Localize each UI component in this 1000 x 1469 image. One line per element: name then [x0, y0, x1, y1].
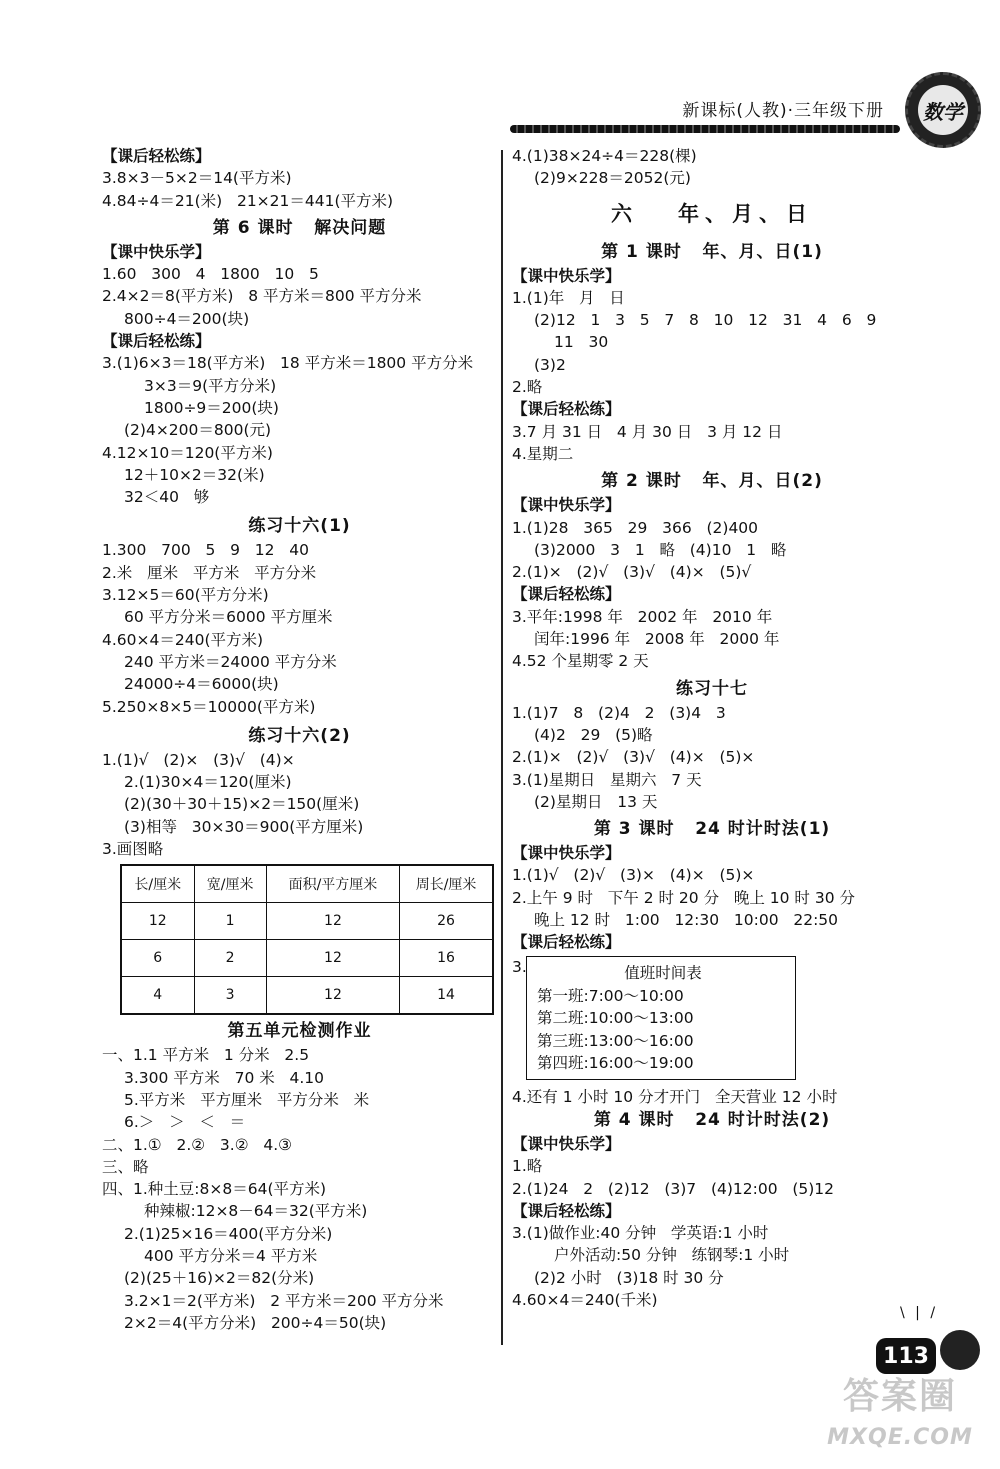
lesson-heading: 练习十六(1) [248, 516, 351, 537]
section-tag: 【课中快乐学】 [512, 1134, 621, 1153]
answer-line: 5.250×8×5＝10000(平方米) [102, 697, 316, 716]
answer-line: 3.12×5＝60(平方分米) [102, 586, 269, 605]
table-cell: 1 [194, 903, 266, 940]
header-decorative-bar [510, 125, 900, 133]
lesson-heading: 第 4 课时 24 时计时法(2) [593, 1109, 831, 1130]
table-row [121, 940, 493, 977]
answer-line: 3.平年:1998 年 2002 年 2010 年 [512, 607, 773, 626]
lesson-heading: 第 1 课时 年、月、日(1) [601, 241, 823, 262]
section-tag: 【课中快乐学】 [512, 844, 621, 863]
section-tag: 【课中快乐学】 [512, 496, 621, 515]
right-column [512, 145, 912, 1311]
answer-line: 户外活动:50 分钟 练钢琴:1 小时 [554, 1246, 790, 1265]
section-tag: 【课后轻松练】 [512, 933, 621, 952]
subject-badge-label: 数学 [918, 85, 968, 135]
answer-line: 晚上 12 时 1:00 12:30 10:00 22:50 [534, 911, 839, 930]
table-header-cell: 周长/厘米 [400, 865, 493, 903]
unit-heading: 六 年、月、日 [611, 201, 813, 226]
answer-line: 4.还有 1 小时 10 分才开门 全天营业 12 小时 [512, 1087, 838, 1106]
table-header-row [121, 865, 493, 903]
table-header-cell: 宽/厘米 [194, 865, 266, 903]
answer-line: 1.(1)7 8 (2)4 2 (3)4 3 [512, 703, 726, 722]
answer-line: 4.52 个星期零 2 天 [512, 652, 649, 671]
schedule-row: 第四班:16:00～19:00 [537, 1054, 694, 1073]
answer-line: 11 30 [554, 333, 609, 352]
table-header-cell: 面积/平方厘米 [266, 865, 399, 903]
table-cell: 6 [121, 940, 194, 977]
lesson-heading: 练习十七 [676, 678, 748, 699]
sparkle-icon: \ | / [900, 1305, 939, 1321]
answer-line: 12＋10×2＝32(米) [124, 465, 265, 484]
dimensions-table [120, 864, 494, 1015]
lesson-heading: 第 3 课时 24 时计时法(1) [593, 819, 831, 840]
answer-line: 四、1.种土豆:8×8＝64(平方米) [102, 1180, 327, 1199]
table-cell: 14 [400, 977, 493, 1015]
answer-line: 2.(1)25×16＝400(平方分米) [124, 1224, 333, 1243]
lesson-heading: 第 2 课时 年、月、日(2) [601, 471, 823, 492]
answer-line: (2)9×228＝2052(元) [534, 169, 691, 188]
schedule-row: 第一班:7:00～10:00 [537, 986, 684, 1005]
section-tag: 【课后轻松练】 [102, 147, 211, 165]
answer-line: 二、1.① 2.② 3.② 4.③ [102, 1135, 293, 1154]
answer-line: 3.300 平方米 70 米 4.10 [124, 1068, 325, 1087]
answer-line: (2)(30＋30＋15)×2＝150(厘米) [124, 795, 360, 814]
answer-line: 4.60×4＝240(千米) [512, 1290, 658, 1309]
answer-line: 1.(1)年 月 日 [512, 288, 625, 307]
answer-line: 3.2×1＝2(平方米) 2 平方米＝200 平方分米 [124, 1291, 444, 1310]
answer-line: 800÷4＝200(块) [124, 309, 250, 328]
answer-line: 4.84÷4＝21(米) 21×21＝441(平方米) [102, 191, 394, 210]
answer-line: (3)2 [534, 355, 566, 374]
answer-line: 3.7 月 31 日 4 月 30 日 3 月 12 日 [512, 422, 783, 441]
answer-line: 一、1.1 平方米 1 分米 2.5 [102, 1046, 310, 1065]
table-header-cell: 长/厘米 [121, 865, 194, 903]
answer-line: 400 平方分米＝4 平方米 [144, 1246, 318, 1265]
answer-line: 2.(1)× (2)√ (3)√ (4)× (5)√ [512, 563, 752, 582]
answer-line: 3.(1)做作业:40 分钟 学英语:1 小时 [512, 1224, 769, 1243]
answer-line: 4.(1)38×24÷4＝228(棵) [512, 147, 697, 165]
answer-line: 1.(1)√ (2)× (3)√ (4)× [102, 750, 295, 769]
subject-badge-icon [905, 72, 981, 148]
page-header [500, 80, 920, 136]
column-divider [501, 150, 503, 1345]
answer-line: 5.平方米 平方厘米 平方分米 米 [124, 1090, 370, 1109]
answer-line: 3.画图略 [102, 840, 164, 859]
answer-line: (2)12 1 3 5 7 8 10 12 31 4 6 9 [534, 311, 877, 330]
lesson-heading: 第 6 课时 解决问题 [212, 217, 387, 238]
table-cell: 26 [400, 903, 493, 940]
table-cell: 12 [266, 977, 399, 1015]
answer-line: 2×2＝4(平方分米) 200÷4＝50(块) [124, 1313, 387, 1332]
table-cell: 2 [194, 940, 266, 977]
section-tag: 【课后轻松练】 [512, 1201, 621, 1220]
watermark-url: MXQE.COM [827, 1425, 973, 1450]
table-cell: 16 [400, 940, 493, 977]
schedule-answer [512, 956, 912, 1080]
answer-line: 240 平方米＝24000 平方分米 [124, 652, 337, 671]
answer-line: 3. [512, 957, 527, 976]
section-tag: 【课中快乐学】 [512, 266, 621, 285]
answer-line: 4.星期二 [512, 444, 574, 463]
answer-line: 1.(1)√ (2)√ (3)× (4)× (5)× [512, 866, 755, 885]
answer-line: 24000÷4＝6000(块) [124, 675, 279, 694]
answer-line: 2.略 [512, 378, 543, 397]
answer-line: 三、略 [102, 1157, 149, 1176]
answer-line: 2.4×2＝8(平方米) 8 平方米＝800 平方分米 [102, 287, 422, 306]
duty-schedule-box [526, 956, 796, 1080]
left-column [102, 145, 497, 1334]
table-cell: 12 [266, 940, 399, 977]
answer-line: 6.＞ ＞ ＜ ＝ [124, 1113, 246, 1132]
section-tag: 【课后轻松练】 [512, 400, 621, 419]
answer-line: 3×3＝9(平方分米) [144, 376, 277, 395]
answer-line: 3.(1)6×3＝18(平方米) 18 平方米＝1800 平方分米 [102, 354, 474, 373]
answer-line: (2)星期日 13 天 [534, 792, 658, 811]
answer-line: 60 平方分米＝6000 平方厘米 [124, 608, 333, 627]
answer-line: 闰年:1996 年 2008 年 2000 年 [534, 630, 780, 649]
answer-line: 1.60 300 4 1800 10 5 [102, 265, 319, 284]
answer-line: (3)2000 3 1 略 (4)10 1 略 [534, 540, 787, 559]
table-row [121, 977, 493, 1015]
answer-line: 1.300 700 5 9 12 40 [102, 541, 310, 560]
schedule-row: 第三班:13:00～16:00 [537, 1031, 694, 1050]
unit-test-heading: 第五单元检测作业 [227, 1021, 372, 1042]
table-cell: 3 [194, 977, 266, 1015]
answer-line: 1.略 [512, 1157, 543, 1176]
schedule-title: 值班时间表 [624, 963, 702, 982]
section-tag: 【课中快乐学】 [102, 242, 211, 261]
answer-line: 2.(1)30×4＝120(厘米) [124, 773, 292, 792]
table-row [121, 903, 493, 940]
answer-line: 3.(1)星期日 星期六 7 天 [512, 770, 702, 789]
answer-line: 4.60×4＝240(平方米) [102, 630, 264, 649]
answer-line: 2.米 厘米 平方米 平方分米 [102, 563, 317, 582]
answer-line: 2.上午 9 时 下午 2 时 20 分 晚上 10 时 30 分 [512, 888, 856, 907]
answer-line: 32＜40 够 [124, 488, 210, 507]
watermark-text: 答案圈 [842, 1376, 957, 1417]
answer-line: 2.(1)24 2 (2)12 (3)7 (4)12:00 (5)12 [512, 1179, 835, 1198]
table-cell: 12 [266, 903, 399, 940]
mascot-icon [940, 1330, 980, 1370]
answer-line: (3)相等 30×30＝900(平方厘米) [124, 817, 364, 836]
section-tag: 【课后轻松练】 [102, 332, 211, 351]
answer-line: 种辣椒:12×8－64＝32(平方米) [144, 1202, 368, 1221]
page-number: 113 [876, 1338, 936, 1374]
site-watermark [820, 1372, 980, 1462]
answer-line: 3.8×3－5×2＝14(平方米) [102, 169, 292, 188]
section-tag: 【课后轻松练】 [512, 585, 621, 604]
schedule-row: 第二班:10:00～13:00 [537, 1009, 694, 1028]
answer-line: 4.12×10＝120(平方米) [102, 443, 273, 462]
book-title: 新课标(人教)·三年级下册 [682, 101, 884, 121]
answer-line: 1.(1)28 365 29 366 (2)400 [512, 518, 759, 537]
table-cell: 12 [121, 903, 194, 940]
lesson-heading: 练习十六(2) [248, 725, 351, 746]
answer-line: (2)4×200＝800(元) [124, 421, 272, 440]
answer-line: 2.(1)× (2)√ (3)√ (4)× (5)× [512, 748, 755, 767]
answer-line: (2)(25＋16)×2＝82(分米) [124, 1269, 315, 1288]
answer-line: (4)2 29 (5)略 [534, 725, 653, 744]
answer-line: 1800÷9＝200(块) [144, 398, 279, 417]
table-cell: 4 [121, 977, 194, 1015]
answer-line: (2)2 小时 (3)18 时 30 分 [534, 1268, 724, 1287]
